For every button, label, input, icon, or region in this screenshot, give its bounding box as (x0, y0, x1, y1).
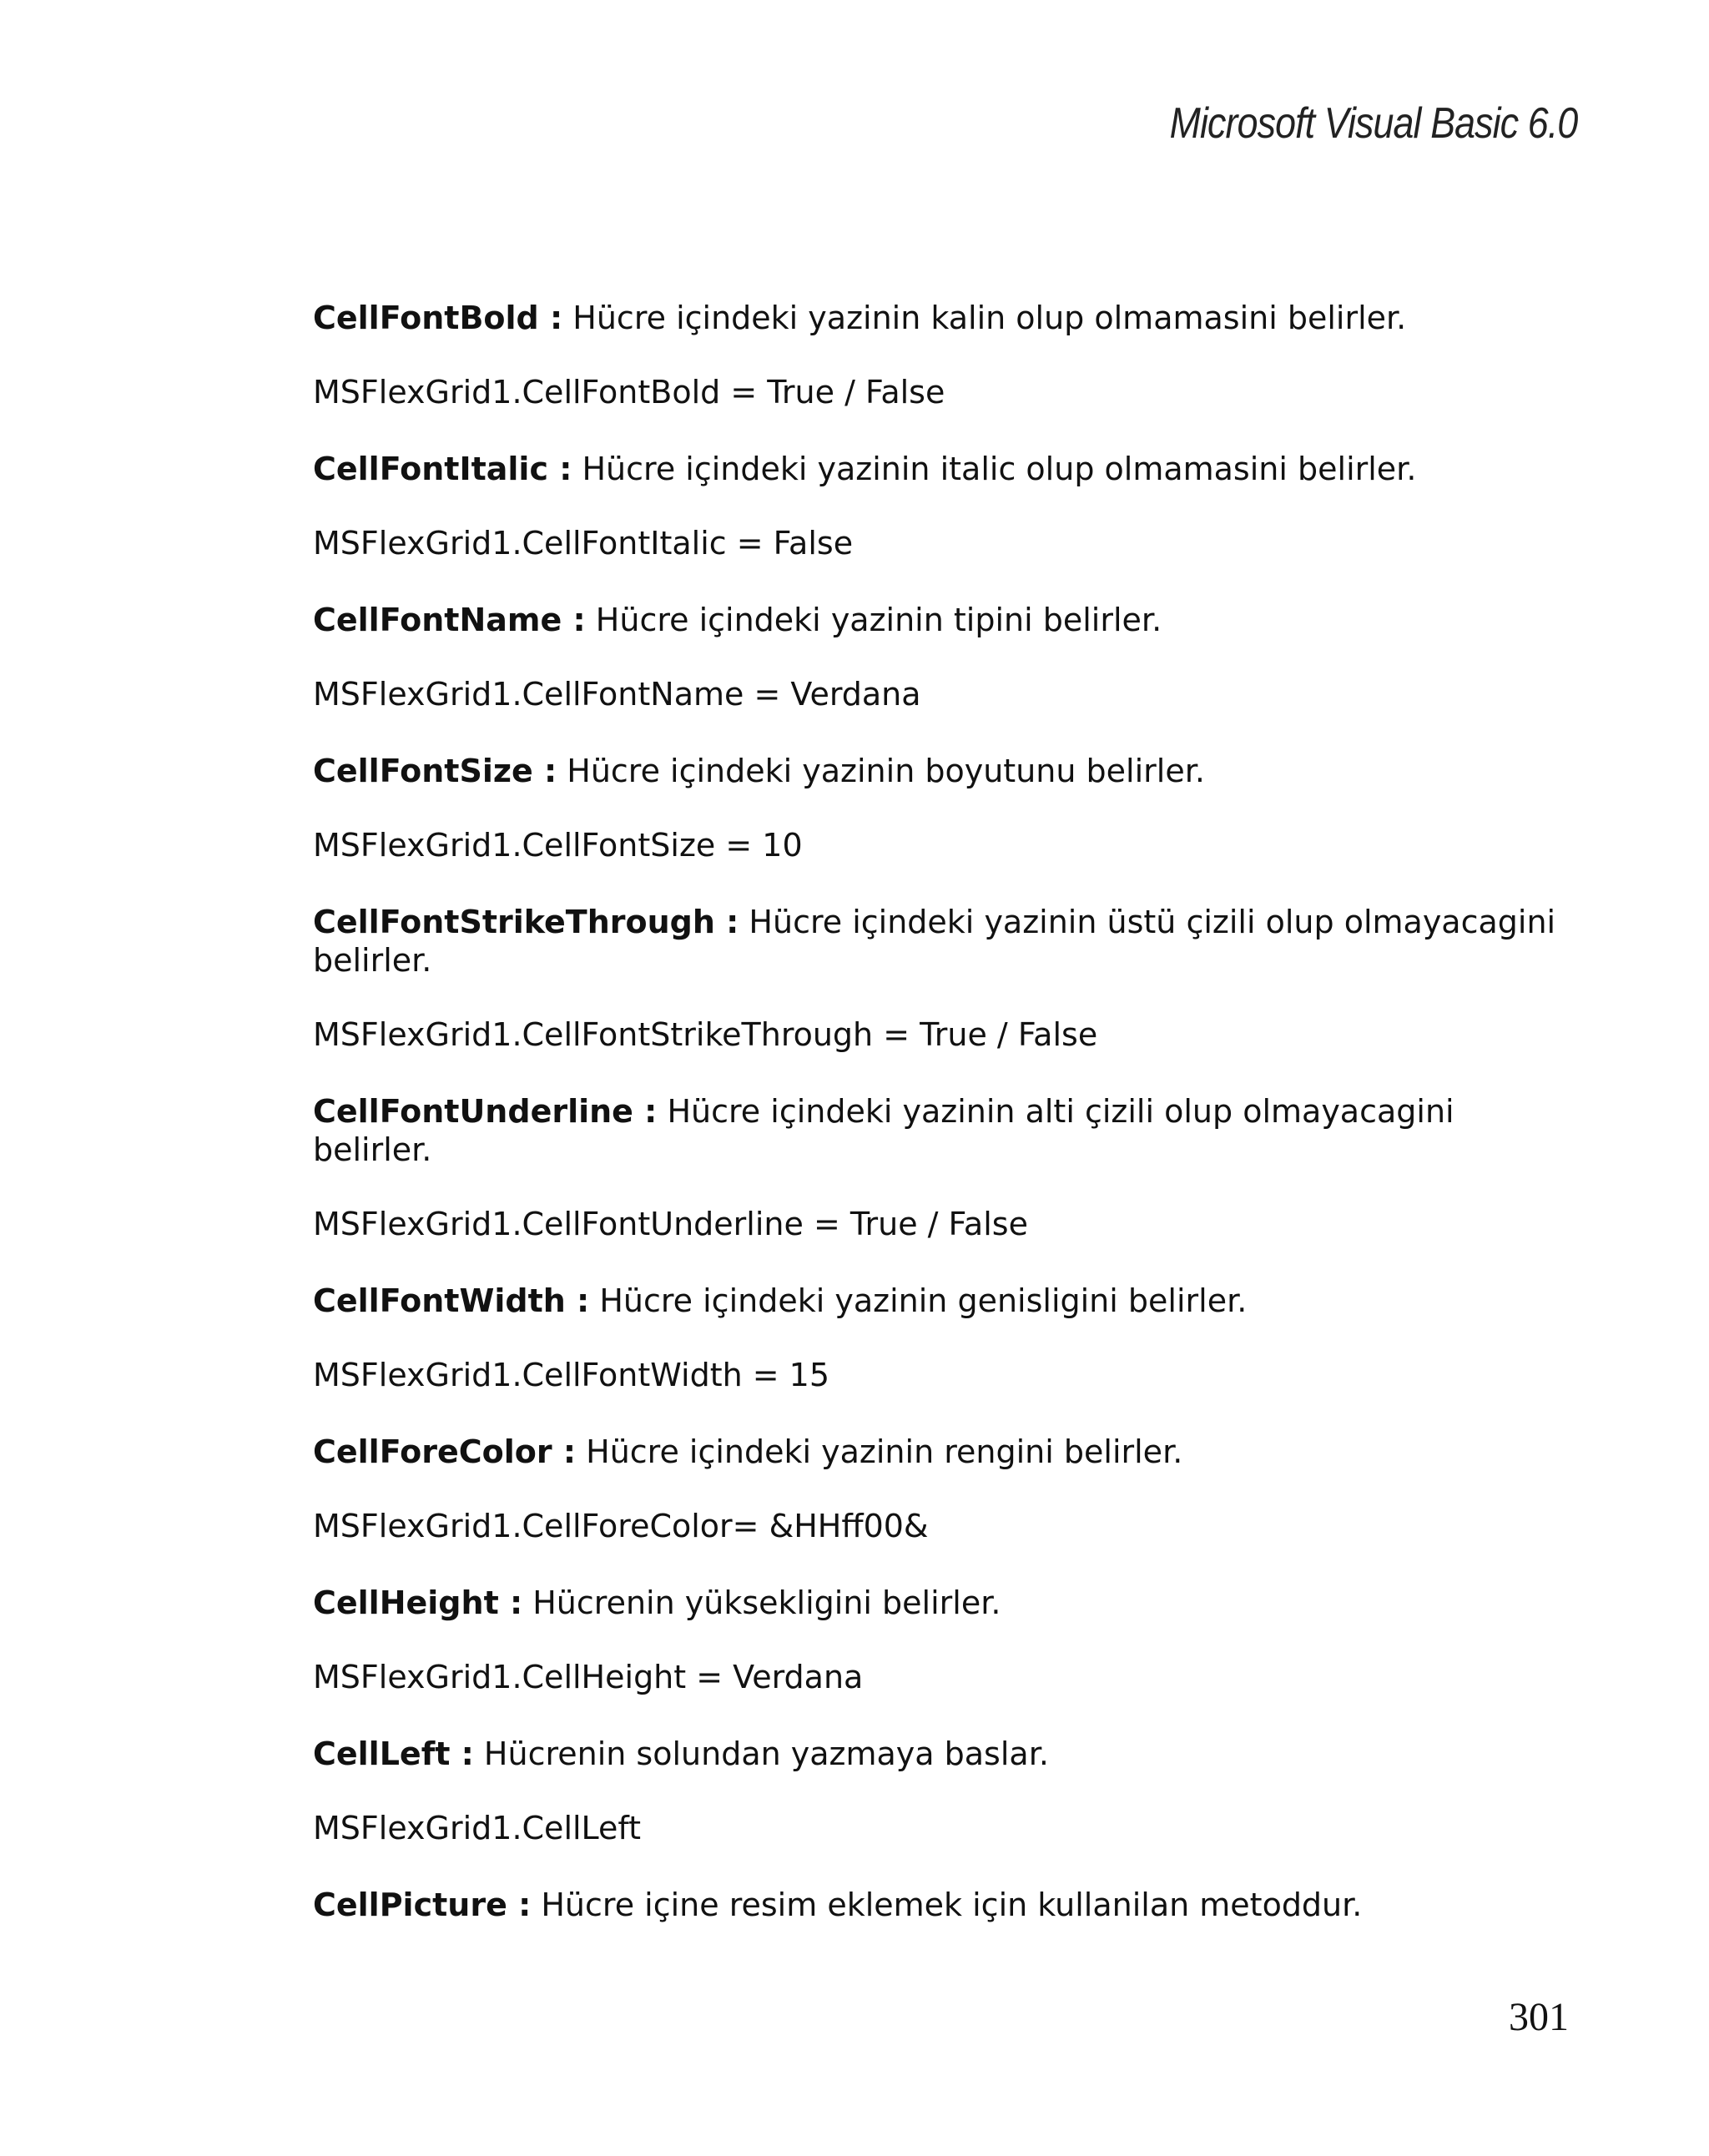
term-name: CellHeight : (313, 1584, 523, 1621)
term-definition (313, 450, 1565, 488)
entry-cellfontitalic (313, 450, 1565, 562)
term-description: Hücrenin yüksekligini belirler. (522, 1584, 1001, 1621)
term-name: CellForeColor : (313, 1433, 577, 1470)
term-description: Hücre içindeki yazinin alti çizili olup olmayacagini belirler. (313, 1093, 1454, 1168)
term-description: Hücre içindeki yazinin rengini belirler. (576, 1433, 1183, 1470)
entry-cellfontwidth (313, 1282, 1565, 1394)
term-name: CellFontName : (313, 602, 586, 638)
code-example: MSFlexGrid1.CellFontStrikeThrough = True / False (313, 1016, 1098, 1053)
code-example: MSFlexGrid1.CellFontWidth = 15 (313, 1357, 830, 1393)
term-description: Hücre içindeki yazinin tipini belirler. (585, 602, 1162, 638)
entry-cellfontstrikethrough (313, 903, 1565, 1054)
term-description: Hücre içine resim eklemek için kullanilan metoddur. (531, 1886, 1363, 1923)
code-example: MSFlexGrid1.CellLeft (313, 1810, 642, 1846)
term-description: Hücre içindeki yazinin üstü çizili olup olmayacagini belirler. (313, 904, 1556, 979)
code-example: MSFlexGrid1.CellFontSize = 10 (313, 827, 803, 864)
code-example: MSFlexGrid1.CellFontName = Verdana (313, 676, 921, 713)
entry-cellfontsize (313, 752, 1565, 864)
code-example: MSFlexGrid1.CellFontBold = True / False (313, 374, 945, 411)
term-description: Hücre içindeki yazinin genisligini belirler. (589, 1282, 1248, 1319)
running-header: Microsoft Visual Basic 6.0 (1169, 99, 1577, 148)
term-name: CellFontWidth : (313, 1282, 590, 1319)
term-name: CellLeft : (313, 1735, 474, 1772)
entry-cellfontbold (313, 299, 1565, 411)
term-name: CellFontItalic : (313, 451, 572, 487)
term-definition (313, 1584, 1565, 1622)
term-definition (313, 601, 1565, 639)
code-example: MSFlexGrid1.CellHeight = Verdana (313, 1659, 864, 1695)
term-name: CellFontStrikeThrough : (313, 904, 739, 940)
term-definition (313, 1433, 1565, 1471)
term-description: Hücre içindeki yazinin italic olup olmamasini belirler. (572, 451, 1417, 487)
code-example: MSFlexGrid1.CellFontUnderline = True / False (313, 1206, 1028, 1242)
term-definition (313, 903, 1565, 980)
code-example: MSFlexGrid1.CellForeColor= &HHff00& (313, 1508, 929, 1544)
document-body (313, 299, 1565, 1960)
entry-cellfontunderline (313, 1092, 1565, 1243)
entry-cellfontname (313, 601, 1565, 713)
term-description: Hücre içindeki yazinin boyutunu belirler. (557, 753, 1205, 789)
entry-cellforecolor (313, 1433, 1565, 1545)
entry-cellpicture (313, 1886, 1565, 1924)
term-name: CellFontUnderline : (313, 1093, 658, 1130)
term-name: CellPicture : (313, 1886, 532, 1923)
term-definition (313, 1735, 1565, 1773)
term-definition (313, 1282, 1565, 1320)
entry-cellheight (313, 1584, 1565, 1696)
term-definition (313, 1886, 1565, 1924)
term-definition (313, 1092, 1565, 1169)
term-description: Hücre içindeki yazinin kalin olup olmamasini belirler. (562, 300, 1407, 336)
term-description: Hücrenin solundan yazmaya baslar. (473, 1735, 1049, 1772)
term-definition (313, 299, 1565, 337)
entry-cellleft (313, 1735, 1565, 1847)
term-name: CellFontBold : (313, 300, 563, 336)
term-definition (313, 752, 1565, 790)
page-number: 301 (1509, 1995, 1569, 2039)
code-example: MSFlexGrid1.CellFontItalic = False (313, 525, 854, 562)
term-name: CellFontSize : (313, 753, 557, 789)
